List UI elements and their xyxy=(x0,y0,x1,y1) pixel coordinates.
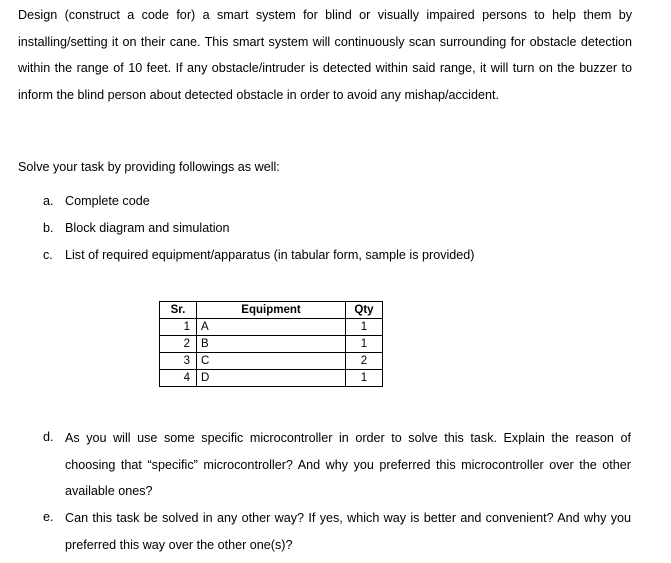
cell-qty: 1 xyxy=(346,370,383,387)
cell-sr: 2 xyxy=(160,336,197,353)
cell-equipment: C xyxy=(197,353,346,370)
header-equipment: Equipment xyxy=(197,302,346,319)
cell-qty: 1 xyxy=(346,319,383,336)
header-qty: Qty xyxy=(346,302,383,319)
list-item-text: Block diagram and simulation xyxy=(65,221,230,235)
cell-equipment: D xyxy=(197,370,346,387)
list-item-text: List of required equipment/apparatus (in tabular form, sample is provided) xyxy=(65,248,475,262)
cell-equipment: A xyxy=(197,319,346,336)
cell-sr: 4 xyxy=(160,370,197,387)
cell-qty: 1 xyxy=(346,336,383,353)
list-marker: b. xyxy=(43,221,54,235)
list-marker: d. xyxy=(43,430,54,444)
table-row xyxy=(160,370,383,387)
list-item-text: As you will use some specific microcontroller in order to solve this task. Explain the reason of choosing that “specific” microcontroller? And why you preferred this microcontroller over the other available ones? xyxy=(65,431,631,498)
list-marker: a. xyxy=(43,194,54,208)
list-item-text: Complete code xyxy=(65,194,150,208)
cell-equipment: B xyxy=(197,336,346,353)
table-row xyxy=(160,319,383,336)
cell-sr: 3 xyxy=(160,353,197,370)
list-item-text: Can this task be solved in any other way? If yes, which way is better and convenient? And why you preferred this way over the other one(s)? xyxy=(65,511,631,552)
list-marker: c. xyxy=(43,248,53,262)
table-row xyxy=(160,353,383,370)
list-marker: e. xyxy=(43,510,54,524)
equipment-table xyxy=(159,301,383,387)
cell-qty: 2 xyxy=(346,353,383,370)
cell-sr: 1 xyxy=(160,319,197,336)
solve-heading: Solve your task by providing followings as well: xyxy=(18,160,280,174)
table-row xyxy=(160,336,383,353)
table-header-row xyxy=(160,302,383,319)
intro-paragraph: Design (construct a code for) a smart system for blind or visually impaired persons to help them by installing/setting it on their cane. This smart system will continuously scan surrounding for obstacle detection within the range of 10 feet. If any obstacle/intruder is detected within said range, it will turn on the buzzer to inform the blind person about detected obstacle in order to avoid any mishap/accident. xyxy=(18,8,632,102)
header-sr: Sr. xyxy=(160,302,197,319)
